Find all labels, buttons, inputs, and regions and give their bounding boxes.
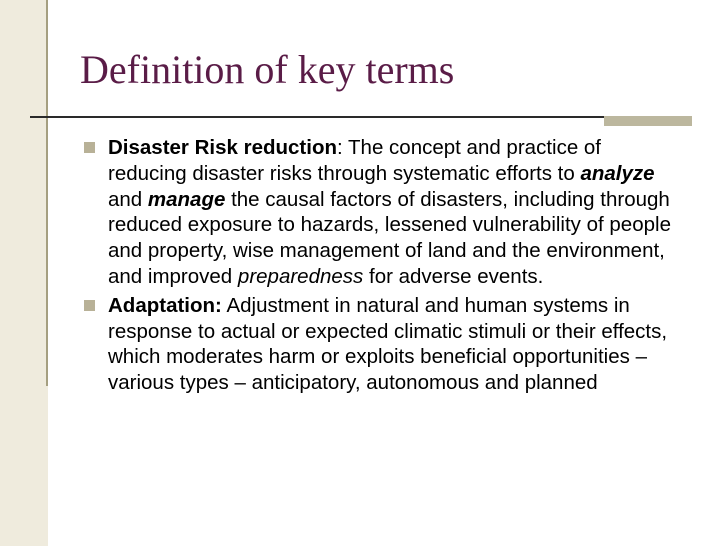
slide-body <box>84 135 684 399</box>
bullet-item-disaster-risk-reduction <box>84 135 684 290</box>
title-underline <box>30 116 690 118</box>
emphasis-manage: manage <box>147 187 226 211</box>
slide-title: Definition of key terms <box>80 47 455 92</box>
square-bullet-icon <box>84 142 95 153</box>
term-adaptation: Adaptation: <box>108 293 222 317</box>
left-decorative-band <box>0 0 48 546</box>
emphasis-analyze: analyze <box>580 161 655 185</box>
term-disaster-risk-reduction: Disaster Risk reduction <box>108 136 337 159</box>
bullet-item-adaptation <box>84 293 684 396</box>
title-accent-band <box>604 116 692 126</box>
definition-text: for adverse events. <box>363 264 544 288</box>
definition-text: Adjustment in natural and human systems in response to actual or expected climatic stimuli or their effects, which moderates harm or exploits beneficial opportunities –various types – anticipatory, autonomous and planned <box>108 293 668 395</box>
definition-text: : The concept and practice of reducing disaster risks through systematic efforts to <box>108 136 602 185</box>
left-band-divider <box>46 0 48 386</box>
square-bullet-icon <box>84 300 95 311</box>
definition-text: the causal factors of disasters, including through reduced exposure to hazards, lessened vulnerability of people and property, wise management of land and the environment, and improved <box>108 187 671 288</box>
emphasis-preparedness: preparedness <box>237 264 364 288</box>
definition-text: and <box>108 187 148 211</box>
